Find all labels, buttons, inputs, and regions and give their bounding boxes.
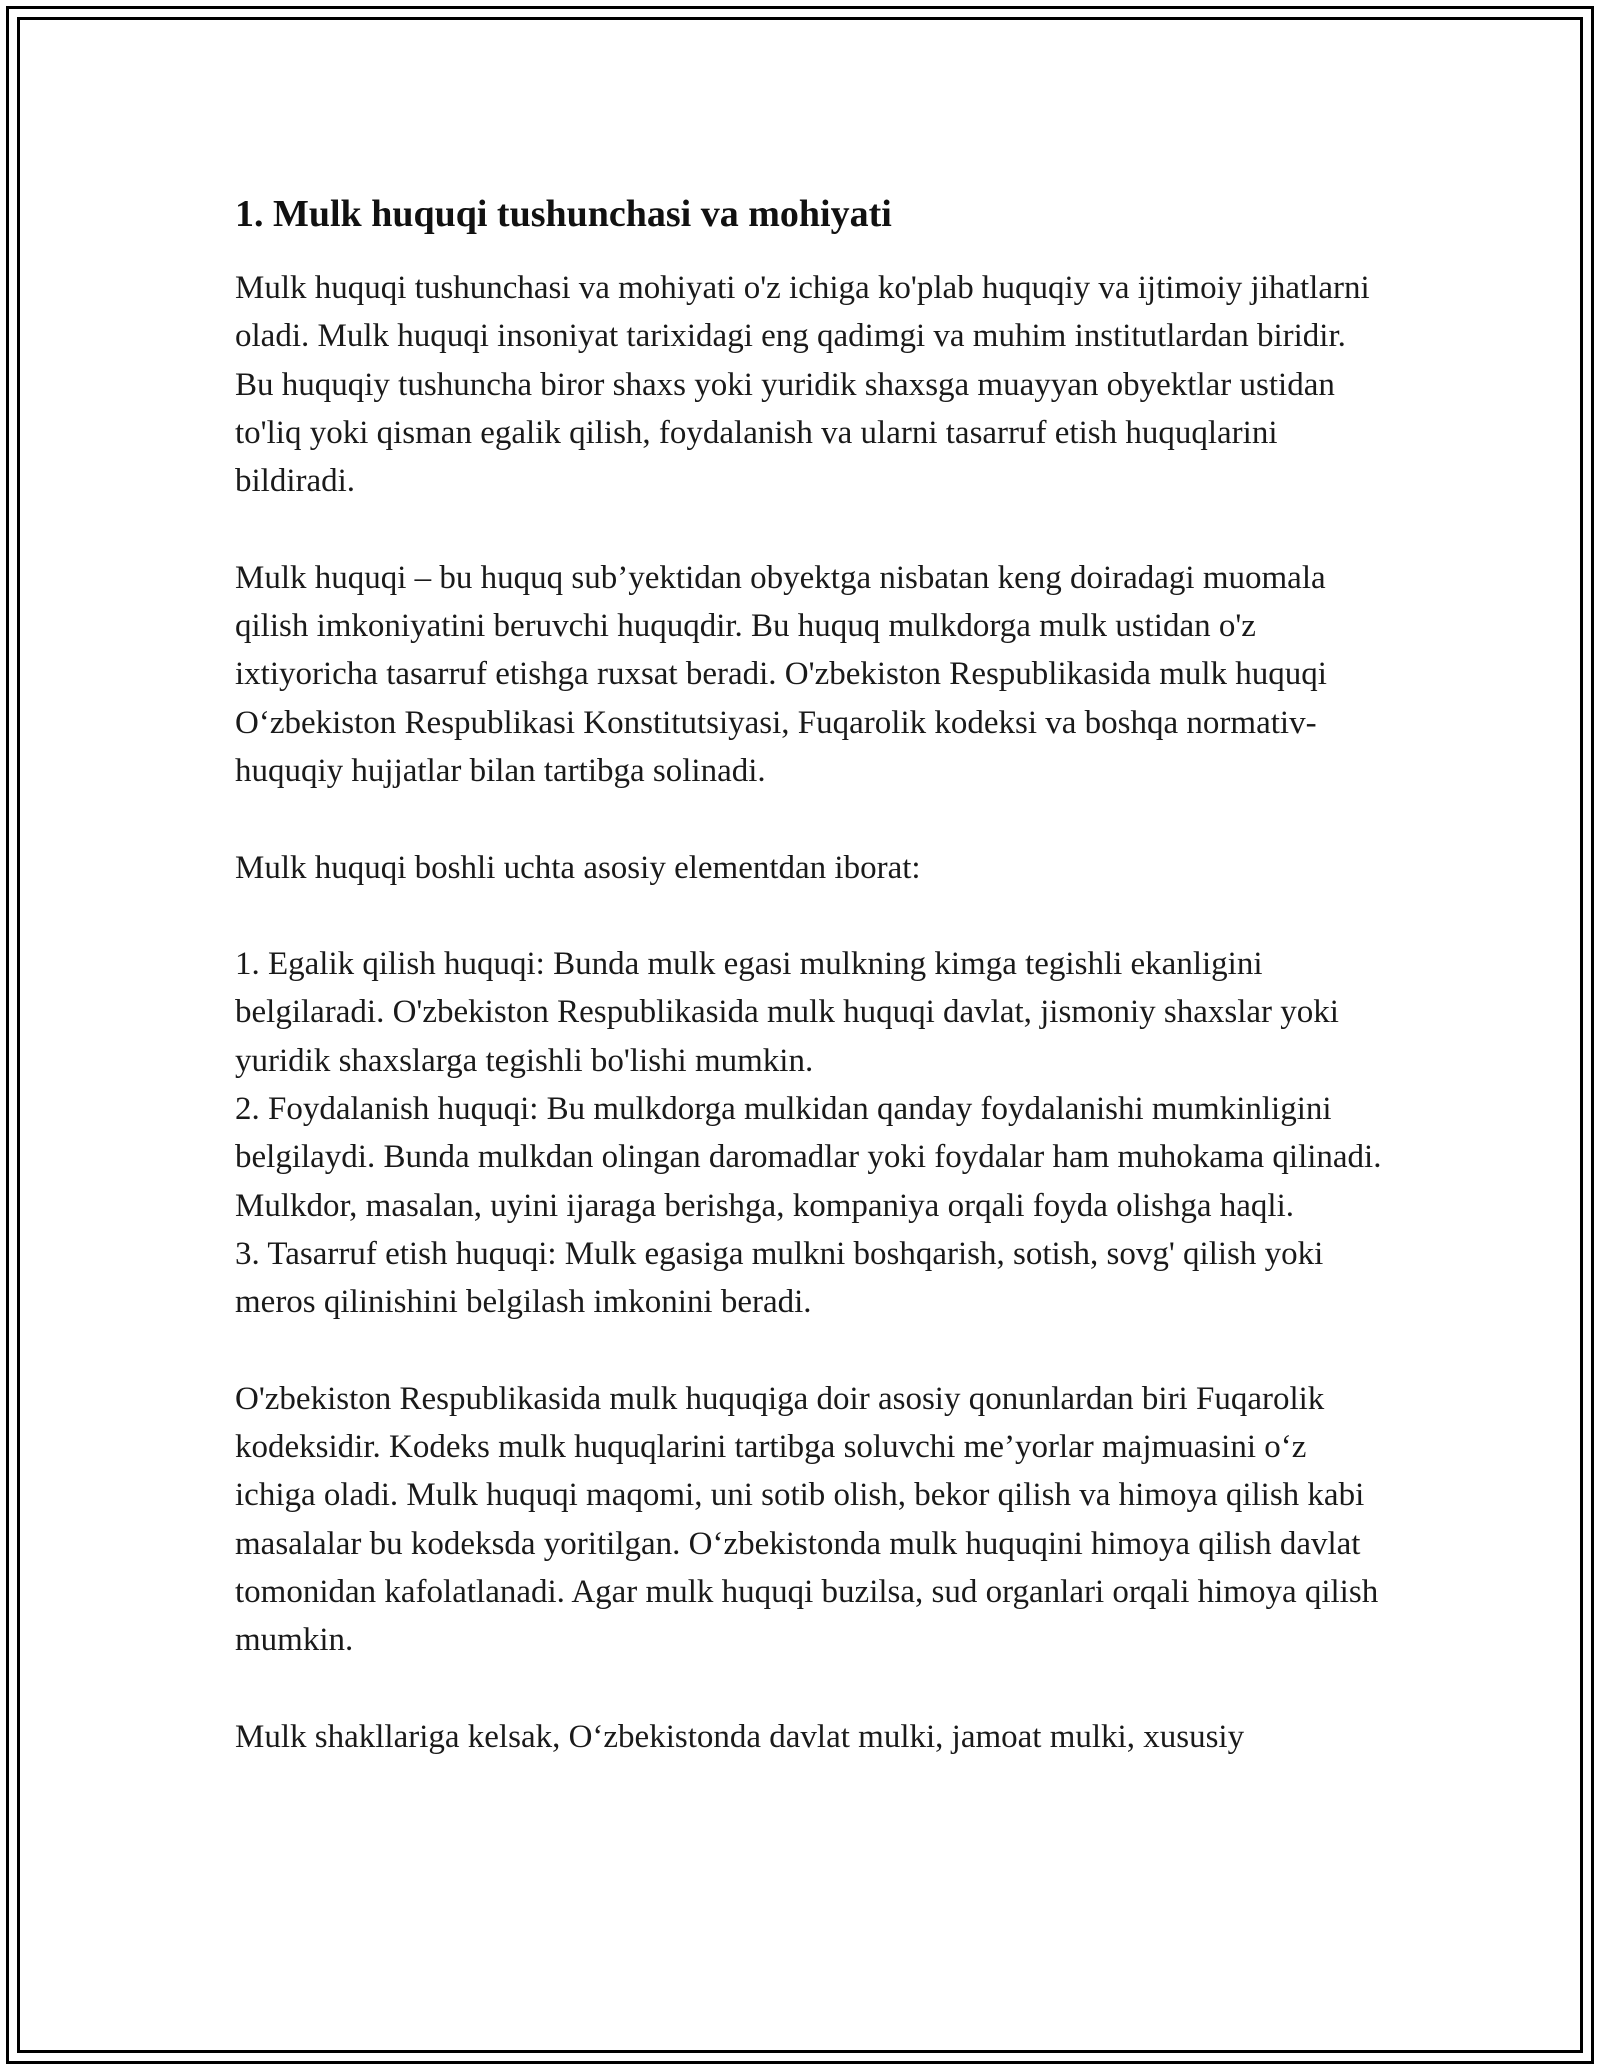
elements-list bbox=[235, 940, 1385, 1326]
document-body bbox=[235, 188, 1385, 1761]
list-item-usage: 2. Foydalanish huquqi: Bu mulkdorga mulkidan qanday foydalanishi mumkinligini belgilaydi. Bunda mulkdan olingan daromadlar yoki foydalar ham muhokama qilinadi. Mulkdor, masalan, uyini ijaraga berishga, kompaniya orqali foyda olishga haqli. bbox=[235, 1091, 1382, 1224]
paragraph-intro: Mulk huquqi tushunchasi va mohiyati o'z ichiga ko'plab huquqiy va ijtimoiy jihatlarni oladi. Mulk huquqi insoniyat tarixidagi eng qadimgi va muhim institutlardan biridir. Bu huquqiy tushuncha biror shaxs yoki yuridik shaxsga muayyan obyektlar ustidan to'liq yoki qisman egalik qilish, foydalanish va ularni tasarruf etish huquqlarini bildiradi. bbox=[235, 270, 1370, 500]
paragraph-elements-intro: Mulk huquqi boshli uchta asosiy elementdan iborat: bbox=[235, 849, 921, 886]
list-item-disposal: 3. Tasarruf etish huquqi: Mulk egasiga mulkni boshqarish, sotish, sovg' qilish yoki meros qilinishini belgilash imkonini beradi. bbox=[235, 1235, 1324, 1321]
paragraph-civil-code: O'zbekiston Respublikasida mulk huquqiga doir asosiy qonunlardan biri Fuqarolik kodeksidir. Kodeks mulk huquqlarini tartibga soluvchi me’yorlar majmuasini o‘z ichiga oladi. Mulk huquqi maqomi, uni sotib olish, bekor qilish va himoya qilish kabi masalalar bu kodeksda yoritilgan. O‘zbekistonda mulk huquqini himoya qilish davlat tomonidan kafolatlanadi. Agar mulk huquqi buzilsa, sud organlari orqali himoya qilish mumkin. bbox=[235, 1380, 1379, 1659]
section-heading: 1. Mulk huquqi tushunchasi va mohiyati bbox=[235, 193, 892, 235]
list-item-ownership: 1. Egalik qilish huquqi: Bunda mulk egasi mulkning kimga tegishli ekanligini belgilaradi. O'zbekiston Respublikasida mulk huquqi davlat, jismoniy shaxslar yoki yuridik shaxslarga tegishli bo'lishi mumkin. bbox=[235, 946, 1339, 1079]
paragraph-property-forms: Mulk shakllariga kelsak, O‘zbekistonda davlat mulki, jamoat mulki, xususiy bbox=[235, 1718, 1245, 1755]
paragraph-definition: Mulk huquqi – bu huquq sub’yektidan obyektga nisbatan keng doiradagi muomala qilish imkoniyatini beruvchi huquqdir. Bu huquq mulkdorga mulk ustidan o'z ixtiyoricha tasarruf etishga ruxsat beradi. O'zbekiston Respublikasida mulk huquqi O‘zbekiston Respublikasi Konstitutsiyasi, Fuqarolik kodeksi va boshqa normativ-huquqiy hujjatlar bilan tartibga solinadi. bbox=[235, 559, 1327, 789]
